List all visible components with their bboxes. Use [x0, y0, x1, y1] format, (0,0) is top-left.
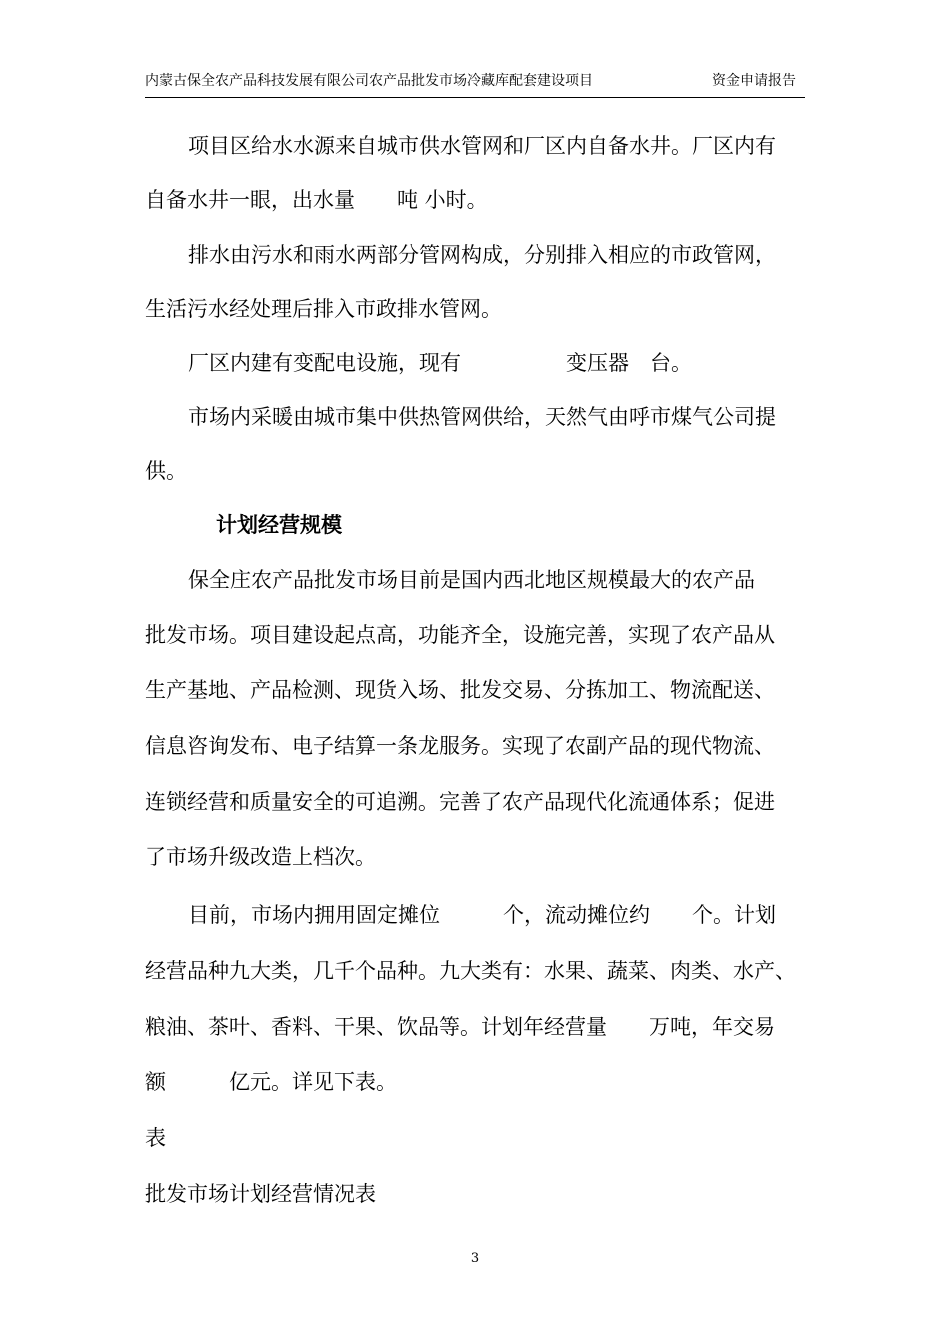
- table-label: 表: [145, 1126, 166, 1150]
- paragraph-line: 粮油、茶叶、香料、干果、饮品等。计划年经营量 万吨，年交易: [145, 1015, 775, 1039]
- table-title: 批发市场计划经营情况表: [145, 1182, 376, 1206]
- paragraph-line: 生产基地、产品检测、现货入场、批发交易、分拣加工、物流配送、: [145, 678, 775, 702]
- header-title: 内蒙古保全农产品科技发展有限公司农产品批发市场冷藏库配套建设项目: [145, 73, 593, 89]
- header-divider: [145, 97, 805, 98]
- paragraph-line: 供。: [145, 459, 187, 483]
- section-heading: 计划经营规模: [216, 513, 342, 537]
- paragraph-line: 市场内采暖由城市集中供热管网供给，天然气由呼市煤气公司提: [188, 405, 776, 429]
- paragraph-line: 项目区给水水源来自城市供水管网和厂区内自备水井。厂区内有: [188, 134, 776, 158]
- paragraph-line: 连锁经营和质量安全的可追溯。完善了农产品现代化流通体系；促进: [145, 790, 775, 814]
- paragraph-line: 了市场升级改造上档次。: [145, 845, 376, 869]
- paragraph-line: 厂区内建有变配电设施，现有 变压器 台。: [188, 351, 692, 375]
- paragraph-line: 保全庄农产品批发市场目前是国内西北地区规模最大的农产品: [188, 568, 755, 592]
- paragraph-line: 额 亿元。详见下表。: [145, 1070, 397, 1094]
- header-report-type: 资金申请报告: [712, 73, 796, 89]
- paragraph-line: 目前，市场内拥用固定摊位 个，流动摊位约 个。计划: [188, 903, 776, 927]
- paragraph-line: 批发市场。项目建设起点高，功能齐全，设施完善，实现了农产品从: [145, 623, 775, 647]
- paragraph-line: 排水由污水和雨水两部分管网构成，分别排入相应的市政管网，: [188, 243, 776, 267]
- paragraph-line: 信息咨询发布、电子结算一条龙服务。实现了农副产品的现代物流、: [145, 734, 775, 758]
- paragraph-line: 生活污水经处理后排入市政排水管网。: [145, 297, 502, 321]
- paragraph-line: 自备水井一眼，出水量 吨 小时。: [145, 188, 488, 212]
- page-number: 3: [470, 1251, 480, 1266]
- paragraph-line: 经营品种九大类，几千个品种。九大类有：水果、蔬菜、肉类、水产、: [145, 959, 796, 983]
